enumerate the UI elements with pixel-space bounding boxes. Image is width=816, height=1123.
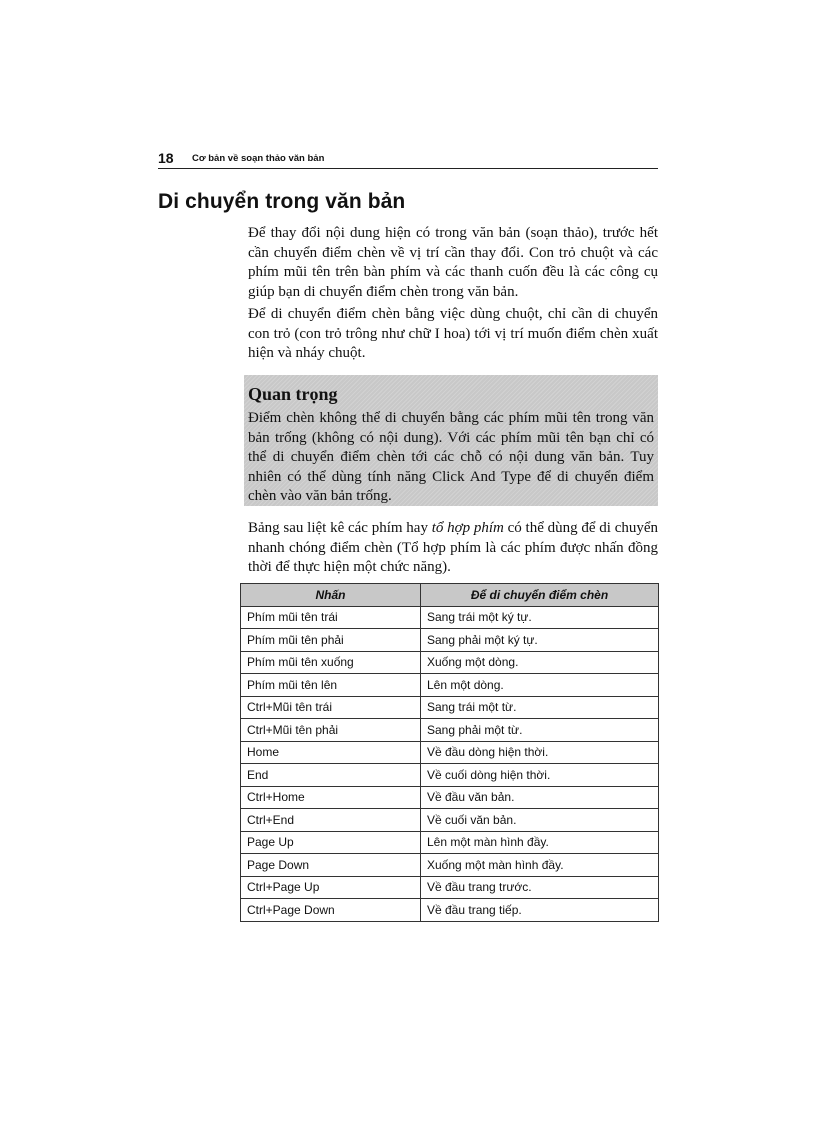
table-row	[241, 719, 659, 742]
table-row	[241, 741, 659, 764]
table-row	[241, 674, 659, 697]
table-row	[241, 854, 659, 877]
table-row	[241, 831, 659, 854]
table-row	[241, 876, 659, 899]
action-cell: Về đầu dòng hiện thời.	[421, 741, 659, 764]
key-cell: Phím mũi tên lên	[241, 674, 421, 697]
table-row	[241, 606, 659, 629]
paragraph-intro: Để thay đổi nội dung hiện có trong văn bản (soạn thảo), trước hết cần chuyển điểm chèn về vị trí cần thay đổi. Con trỏ chuột và các phím mũi tên trên bàn phím và các thanh cuốn đều là các công cụ giúp bạn di chuyển điểm chèn trong văn bản.	[248, 225, 658, 300]
table-row	[241, 809, 659, 832]
key-cell: End	[241, 764, 421, 787]
table-row	[241, 696, 659, 719]
action-cell: Sang phải một ký tự.	[421, 629, 659, 652]
note-text: Điểm chèn không thể di chuyển bằng các phím mũi tên trong văn bản trống (không có nội dung). Với các phím mũi tên bạn chỉ có thể di chuyển điểm chèn tới các chỗ có nội dung văn bản. Tuy nhiên có thể dùng tính năng Click And Type để di chuyển điểm chèn vào văn bản trống.	[248, 410, 654, 505]
key-cell: Ctrl+Page Down	[241, 899, 421, 922]
p3-after: có thể dùng để di chuyển nhanh chóng điểm chèn (Tổ hợp phím là các phím được nhấn đồng thời để thực hiện một chức năng).	[248, 520, 659, 576]
note-title: Quan trọng	[248, 384, 338, 404]
action-cell: Về đầu văn bản.	[421, 786, 659, 809]
key-cell: Ctrl+Mũi tên trái	[241, 696, 421, 719]
action-cell: Sang phải một từ.	[421, 719, 659, 742]
table-header-row	[241, 584, 659, 607]
key-cell: Phím mũi tên trái	[241, 606, 421, 629]
header-key: Nhấn	[241, 584, 421, 607]
action-cell: Lên một màn hình đầy.	[421, 831, 659, 854]
table-row	[241, 629, 659, 652]
table-row	[241, 651, 659, 674]
key-cell: Ctrl+End	[241, 809, 421, 832]
table-row	[241, 764, 659, 787]
action-cell: Sang trái một từ.	[421, 696, 659, 719]
important-note-box	[244, 375, 658, 506]
action-cell: Lên một dòng.	[421, 674, 659, 697]
p3-italic-term: tổ hợp phím	[431, 520, 504, 536]
action-cell: Xuống một màn hình đầy.	[421, 854, 659, 877]
paragraph-mouse: Để di chuyển điểm chèn bằng việc dùng chuột, chỉ cần di chuyển con trỏ (con trỏ trông như chữ I hoa) tới vị trí muốn điểm chèn xuất hiện và nháy chuột.	[248, 306, 658, 362]
key-cell: Ctrl+Mũi tên phải	[241, 719, 421, 742]
key-cell: Page Down	[241, 854, 421, 877]
key-cell: Phím mũi tên phải	[241, 629, 421, 652]
action-cell: Xuống một dòng.	[421, 651, 659, 674]
paragraph-table-intro	[248, 519, 658, 578]
action-cell: Về đầu trang trước.	[421, 876, 659, 899]
table-row	[241, 899, 659, 922]
key-cell: Page Up	[241, 831, 421, 854]
key-cell: Ctrl+Home	[241, 786, 421, 809]
header-action: Để di chuyển điểm chèn	[421, 584, 659, 607]
section-title: Di chuyển trong văn bản	[158, 190, 406, 213]
key-cell: Phím mũi tên xuống	[241, 651, 421, 674]
running-title: Cơ bản về soạn thảo văn bản	[192, 153, 325, 164]
table-row	[241, 786, 659, 809]
action-cell: Về cuối văn bản.	[421, 809, 659, 832]
page-number: 18	[158, 150, 174, 166]
p3-before: Bảng sau liệt kê các phím hay	[248, 520, 432, 536]
key-cell: Home	[241, 741, 421, 764]
action-cell: Sang trái một ký tự.	[421, 606, 659, 629]
action-cell: Về đầu trang tiếp.	[421, 899, 659, 922]
action-cell: Về cuối dòng hiện thời.	[421, 764, 659, 787]
navigation-keys-table	[240, 583, 659, 922]
page-header	[158, 150, 658, 169]
key-cell: Ctrl+Page Up	[241, 876, 421, 899]
